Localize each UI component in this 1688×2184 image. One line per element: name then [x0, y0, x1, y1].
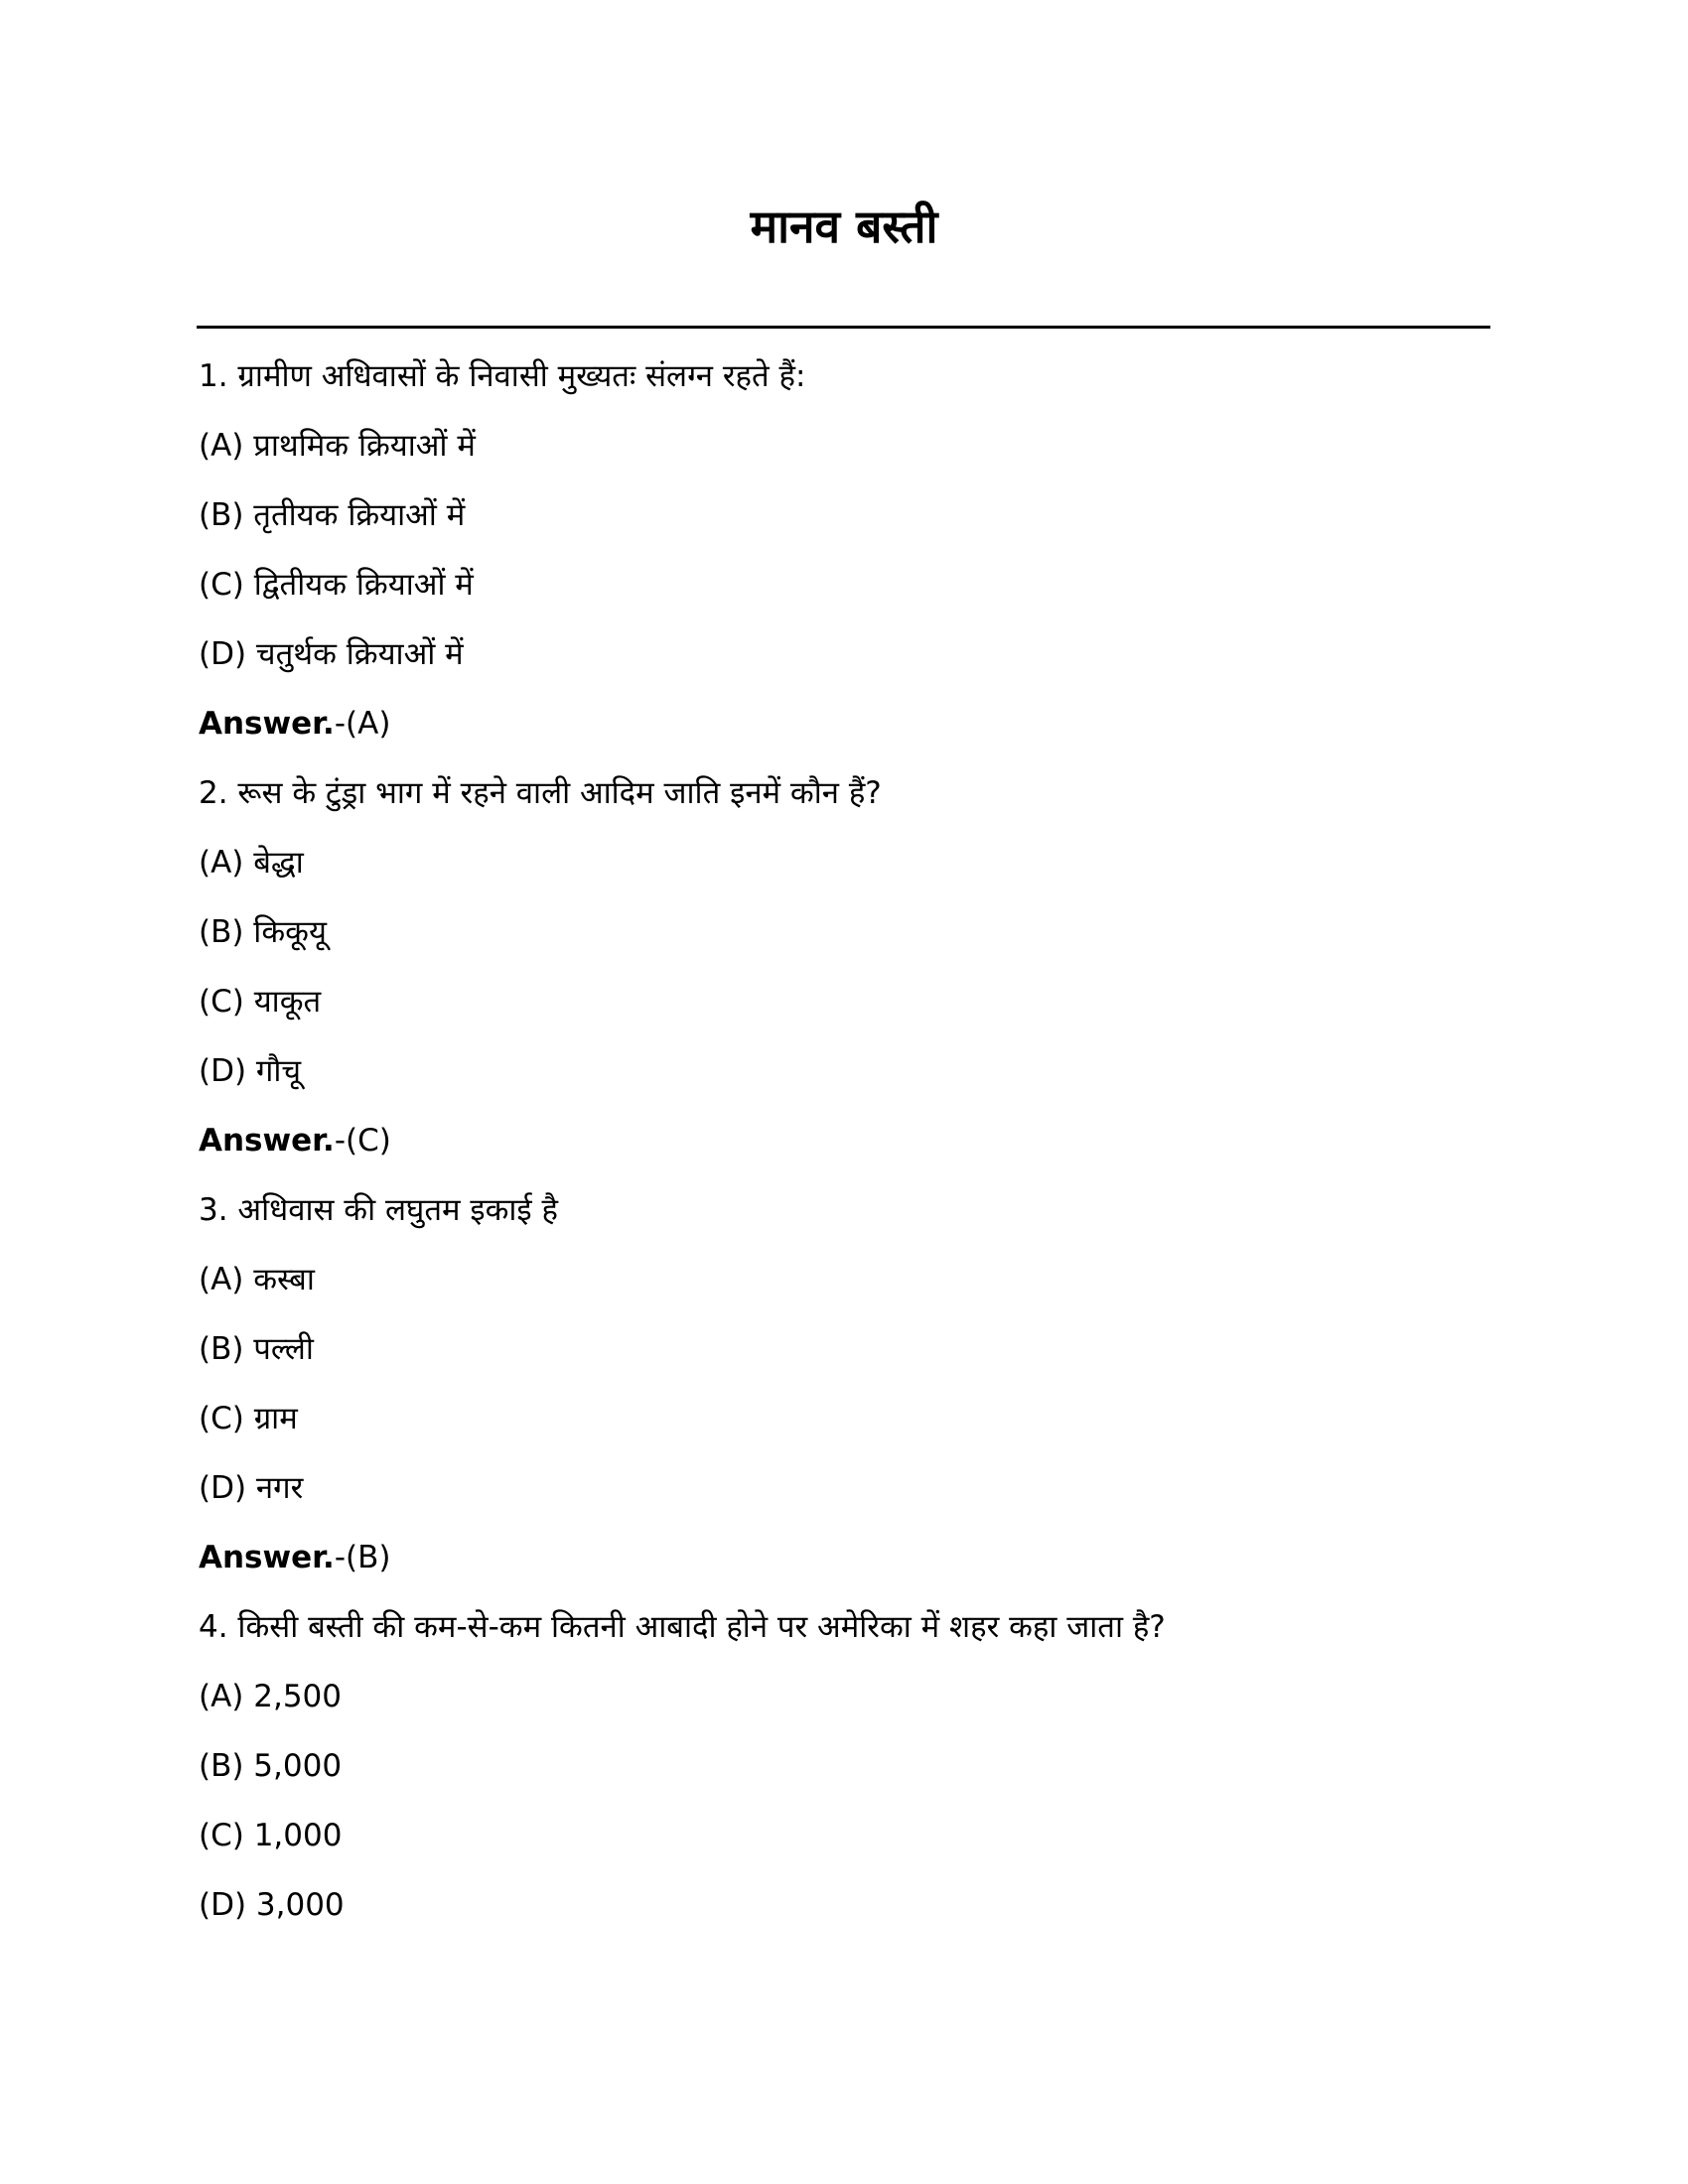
title-divider — [197, 326, 1490, 329]
answer-label: Answer. — [199, 1540, 335, 1575]
question-list — [199, 341, 1489, 1940]
answer-line — [199, 1106, 1489, 1175]
option-b: (B) 5,000 — [199, 1748, 343, 1784]
answer-value: -(C) — [334, 1123, 391, 1159]
question-block-4 — [199, 1592, 1489, 1940]
option-b: (B) पल्ली — [199, 1331, 314, 1367]
answer-label: Answer. — [199, 706, 335, 742]
option-c: (C) 1,000 — [199, 1818, 343, 1853]
answer-line — [199, 1523, 1489, 1592]
option-b: (B) किकूयू — [199, 914, 327, 950]
option-a: (A) प्राथमिक क्रियाओं में — [199, 428, 476, 464]
option-d: (D) 3,000 — [199, 1887, 345, 1923]
answer-line — [199, 689, 1489, 758]
question-text: 1. ग्रामीण अधिवासों के निवासी मुख्यतः संलग्न रहते हैं: — [199, 358, 806, 394]
option-b: (B) तृतीयक क्रियाओं में — [199, 497, 466, 533]
page-title: मानव बस्ती — [750, 200, 938, 253]
option-c: (C) ग्राम — [199, 1401, 298, 1436]
option-a: (A) 2,500 — [199, 1679, 342, 1714]
question-text: 2. रूस के टुंड्रा भाग में रहने वाली आदिम जाति इनमें कौन हैं? — [199, 775, 882, 811]
question-block-1 — [199, 341, 1489, 758]
option-d: (D) गौचू — [199, 1053, 302, 1089]
question-text: 4. किसी बस्ती की कम-से-कम कितनी आबादी होने पर अमेरिका में शहर कहा जाता है? — [199, 1609, 1166, 1645]
question-block-2 — [199, 758, 1489, 1175]
option-a: (A) बेद्धा — [199, 845, 304, 881]
answer-value: -(A) — [334, 706, 391, 742]
option-d: (D) चतुर्थक क्रियाओं में — [199, 636, 464, 672]
option-c: (C) द्वितीयक क्रियाओं में — [199, 567, 474, 603]
question-text: 3. अधिवास की लघुतम इकाई है — [199, 1192, 558, 1228]
question-block-3 — [199, 1175, 1489, 1592]
option-c: (C) याकूत — [199, 984, 322, 1020]
answer-label: Answer. — [199, 1123, 335, 1159]
answer-value: -(B) — [334, 1540, 391, 1575]
option-a: (A) कस्बा — [199, 1262, 315, 1297]
option-d: (D) नगर — [199, 1470, 304, 1506]
